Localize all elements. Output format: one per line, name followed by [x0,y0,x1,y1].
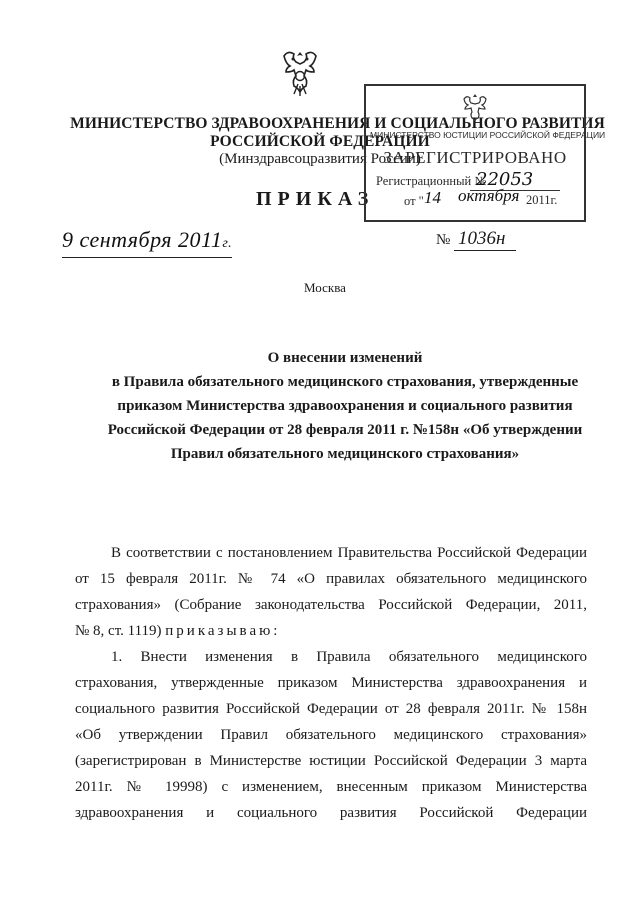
order-date-suffix: г. [222,236,233,251]
stamp-reg-number: 22053 [476,169,534,190]
stamp-date-day: 14 [424,188,441,207]
body-line: 2011г. № 19998) с изменением, внесенным приказом Министерства [75,779,587,795]
title-line: в Правила обязательного медицинского страхования, утвержденные [111,374,579,390]
document-type-heading: ПРИКАЗ [256,188,375,210]
ministry-name-line1: МИНИСТЕРСТВО ЗДРАВООХРАНЕНИЯ И СОЦИАЛЬНОГО РАЗВИТИЯ [70,115,605,132]
order-verb: приказываю: [165,623,281,639]
body-line: страхования» (Собрание законодательства Российской Федерации, 2011, [75,597,587,613]
order-number-value: 1036н [458,228,506,249]
stamp-registered-status: ЗАРЕГИСТРИРОВАНО [383,148,567,167]
ministry-short-name: (Минздравсоцразвития России) [219,151,421,167]
order-date-handwritten [62,228,232,258]
body-line: от 15 февраля 2011г. № 74 «О правилах обязательного медицинского [75,571,587,587]
body-line [75,618,587,644]
body-line: «Об утверждении Правил обязательного медицинского страхования» [75,727,587,743]
order-body [75,540,587,826]
stamp-reg-number-label: Регистрационный № [376,174,487,188]
body-line: (зарегистрирован в Министерстве юстиции Российской Федерации 3 марта [75,753,587,769]
city-name: Москва [304,280,346,295]
title-line: Правил обязательного медицинского страхования» [170,446,520,462]
body-line: социального развития Российской Федерации от 28 февраля 2011г. № 158н [75,701,587,717]
order-date-text: 9 сентября 2011 [62,227,223,252]
title-line: приказом Министерства здравоохранения и социального развития [117,398,573,414]
body-line: здравоохранения и социального развития Российской Федерации [75,805,587,821]
title-line: О внесении изменений [267,350,423,366]
ministry-name-line2: РОССИЙСКОЙ ФЕДЕРАЦИИ [210,133,430,150]
order-title [70,346,620,466]
order-number-label: № [436,232,451,248]
body-line: страхования, утвержденные приказом Министерства здравоохранения и [75,675,587,691]
order-number-underline [454,250,516,251]
body-line-text: № 8, ст. 1119) [75,623,162,639]
stamp-organization: МИНИСТЕРСТВО ЮСТИЦИИ РОССИЙСКОЙ ФЕДЕРАЦИИ [370,130,606,140]
body-line: 1. Внести изменения в Правила обязательного медицинского [111,649,587,665]
stamp-date-label: от " [404,194,424,208]
registration-stamp [364,84,606,222]
stamp-date-year: 2011г. [526,193,558,207]
stamp-emblem-icon [459,92,491,122]
body-line: В соответствии с постановлением Правительства Российской Федерации [111,545,587,561]
title-line: Российской Федерации от 28 февраля 2011 г. №158н «Об утверждении [107,422,583,438]
stamp-date-month: октября [458,186,520,205]
coat-of-arms-emblem [276,46,324,100]
